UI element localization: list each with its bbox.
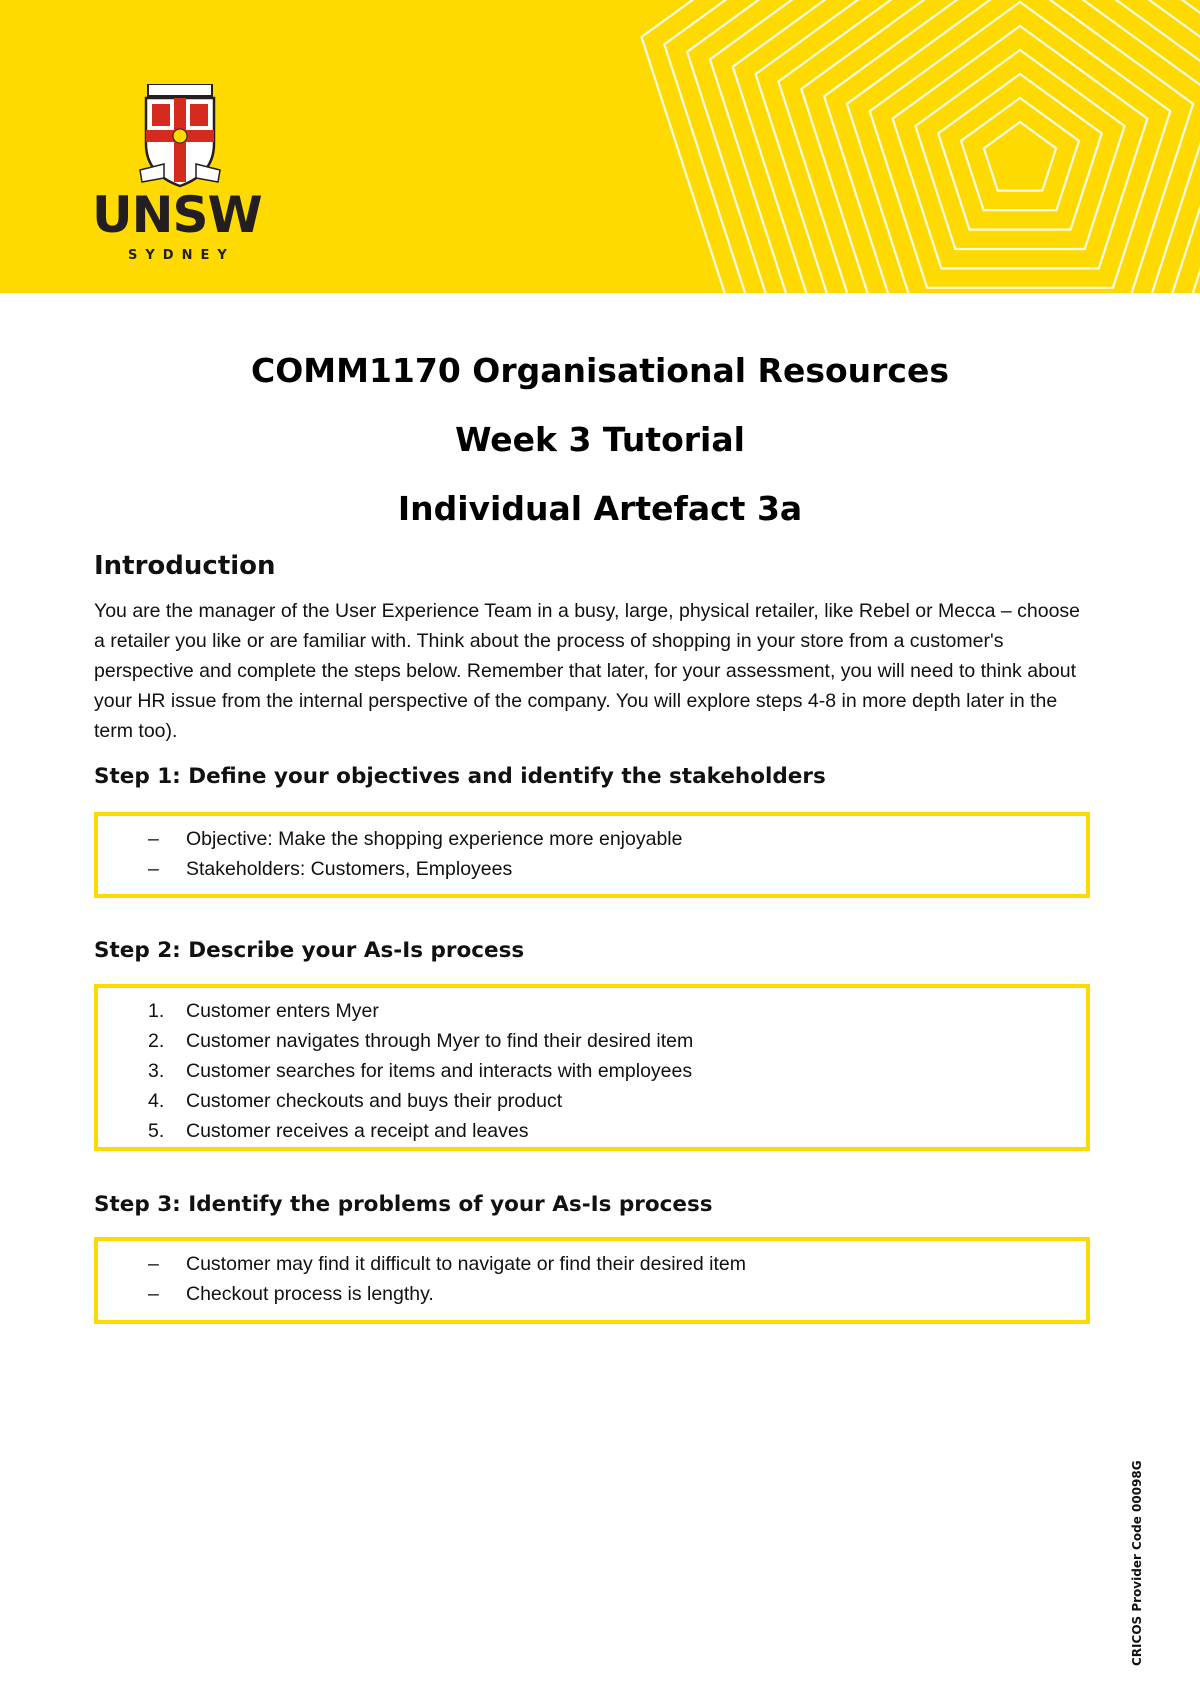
step3-box [94,1237,1090,1324]
step3-heading: Step 3: Identify the problems of your As-Is process [94,1192,713,1217]
pattern-line [961,98,1079,210]
document-title: COMM1170 Organisational Resources [251,351,949,390]
step3-list [98,1249,1086,1309]
list-item-text: Customer receives a receipt and leaves [186,1120,529,1142]
intro-paragraph: You are the manager of the User Experience Team in a busy, large, physical retailer, like Rebel or Mecca – choose a retailer you like or are familiar with. Think about the process of shopping in your store from a customer's perspective and complete the steps below. Remember that later, for your assessment, you will need to think about your HR issue from the internal perspective of the company. You will explore steps 4-8 in more depth later in the term too). [94,600,1081,742]
document-subtitle: Week 3 Tutorial [455,420,745,459]
step2-list [98,996,1086,1146]
pattern-line [664,0,1200,293]
crest-icon [138,84,222,188]
dash-marker: – [148,1253,159,1275]
number-marker: 2. [148,1030,165,1052]
list-item [98,1086,1086,1116]
cricos-code: CRICOS Provider Code 00098G [1130,1460,1144,1666]
number-marker: 3. [148,1060,165,1082]
pattern-line [893,26,1148,268]
dash-marker: – [148,1283,159,1305]
list-item-text: Customer checkouts and buys their product [186,1090,563,1112]
list-item-text: Checkout process is lengthy. [186,1283,434,1305]
geometric-pattern [630,0,1200,293]
document-artefact: Individual Artefact 3a [397,489,803,528]
step2-heading: Step 2: Describe your As-Is process [94,938,525,963]
step1-heading: Step 1: Define your objectives and identify the stakeholders [94,764,826,789]
list-item-text: Customer navigates through Myer to find their desired item [186,1030,694,1052]
list-item [98,1026,1086,1056]
list-item-text: Customer may find it difficult to navigate or find their desired item [186,1253,746,1275]
list-item [98,824,1086,854]
step1-list [98,824,1086,884]
step2-box [94,984,1090,1151]
logo-subtitle: SYDNEY [128,248,235,263]
list-item-text: Objective: Make the shopping experience more enjoyable [186,828,683,850]
list-item-text: Stakeholders: Customers, Employees [186,858,513,880]
step1-box [94,812,1090,898]
list-item [98,1056,1086,1086]
unsw-logo [92,84,268,269]
intro-heading: Introduction [94,551,276,581]
list-item [98,1279,1086,1309]
number-marker: 1. [148,1000,165,1022]
list-item [98,1249,1086,1279]
list-item-text: Customer enters Myer [186,1000,379,1022]
number-marker: 4. [148,1090,165,1112]
pattern-line [642,0,1200,293]
dash-marker: – [148,828,159,850]
header-banner [0,0,1200,293]
logo-wordmark: UNSW [92,186,262,244]
number-marker: 5. [148,1120,165,1142]
pattern-line [870,2,1171,288]
list-item-text: Customer searches for items and interacts with employees [186,1060,693,1082]
list-item [98,996,1086,1026]
dash-marker: – [148,858,159,880]
list-item [98,854,1086,884]
list-item [98,1116,1086,1146]
pattern-line [984,122,1056,191]
